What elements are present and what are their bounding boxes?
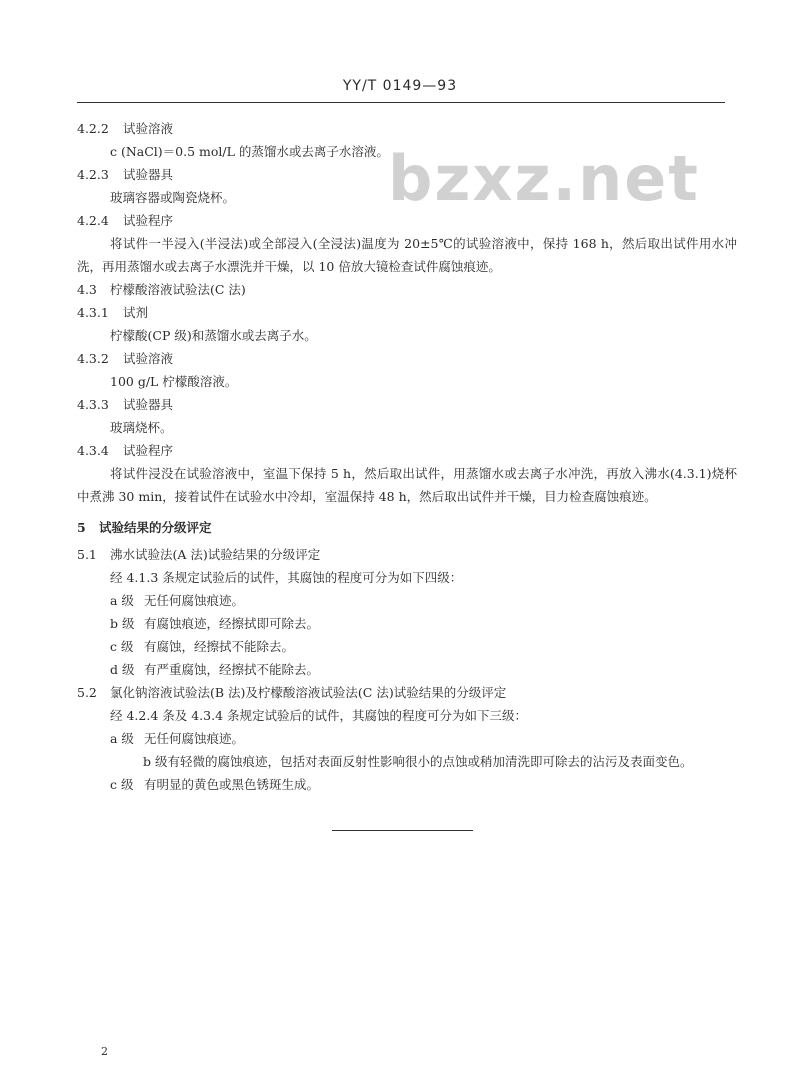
- clause-title: 试验器具: [123, 167, 174, 182]
- clause-4-3-3-heading: [77, 393, 737, 416]
- grade-label: d 级: [110, 662, 135, 677]
- grade-label: a 级: [110, 731, 134, 746]
- grade-label: a 级: [110, 593, 134, 608]
- grade-text: 有轻微的腐蚀痕迹，包括对表面反射性影响很小的点蚀或稍加清洗即可除去的沾污及表面变色。: [167, 754, 693, 769]
- clause-4-3-4-body: 将试件浸没在试验溶液中，室温下保持 5 h，然后取出试件，用蒸馏水或去离子水冲洗，再放入沸水(4.3.1)烧杯中煮沸 30 min，接着试件在试验水中冷却，室温保持 48 h，然后取出试件并干燥，目力检查腐蚀痕迹。: [77, 466, 737, 504]
- clause-5-1-heading: [77, 543, 737, 566]
- clause-number: 4.2.2: [77, 121, 109, 136]
- header-rule: [77, 102, 725, 103]
- clause-number: 4.2.3: [77, 167, 109, 182]
- clause-number: 4.3.2: [77, 351, 109, 366]
- clause-number: 4.3.3: [77, 397, 109, 412]
- clause-title: 柠檬酸溶液试验法(C 法): [110, 282, 246, 297]
- grade-item: [77, 727, 737, 750]
- clause-4-2-4-body: 将试件一半浸入(半浸法)或全部浸入(全浸法)温度为 20±5℃的试验溶液中，保持 168 h，然后取出试件用水冲洗，再用蒸馏水或去离子水漂洗并干燥，以 10 倍放大镜检查试件腐蚀痕迹。: [77, 236, 737, 274]
- grade-label: b 级: [110, 616, 135, 631]
- clause-number: 4.3.1: [77, 305, 109, 320]
- clause-title: 试验溶液: [123, 121, 174, 136]
- clause-4-3-heading: [77, 278, 737, 301]
- grade-text: 无任何腐蚀痕迹。: [144, 731, 245, 746]
- clause-5-1-intro: 经 4.1.3 条规定试验后的试件，其腐蚀的程度可分为如下四级：: [110, 570, 463, 585]
- clause-4-2-2-body: c (NaCl)＝0.5 mol/L 的蒸馏水或去离子水溶液。: [110, 144, 389, 159]
- section-title: 试验结果的分级评定: [99, 520, 212, 535]
- clause-4-2-3-body: 玻璃容器或陶瓷烧杯。: [110, 190, 236, 205]
- clause-title: 试剂: [123, 305, 149, 320]
- page-number: 2: [101, 1045, 108, 1058]
- grade-text: 有腐蚀，经擦拭不能除去。: [144, 639, 295, 654]
- clause-4-3-1-body: 柠檬酸(CP 级)和蒸馏水或去离子水。: [110, 328, 317, 343]
- section-number: 5: [77, 520, 86, 535]
- clause-4-3-2-heading: [77, 347, 737, 370]
- clause-4-3-4-heading: [77, 439, 737, 462]
- grade-item: [77, 658, 737, 681]
- clause-number: 5.1: [77, 547, 97, 562]
- clause-title: 沸水试验法(A 法)试验结果的分级评定: [110, 547, 321, 562]
- clause-title: 试验器具: [123, 397, 174, 412]
- clause-5-2-heading: [77, 681, 737, 704]
- grade-label: c 级: [110, 639, 134, 654]
- clause-title: 试验程序: [123, 443, 174, 458]
- end-of-document-rule: [332, 830, 473, 831]
- grade-text: 有明显的黄色或黑色锈斑生成。: [144, 777, 320, 792]
- grade-item: [77, 635, 737, 658]
- clause-number: 4.3: [77, 282, 97, 297]
- section-5-heading: [77, 516, 737, 539]
- grade-item: [77, 589, 737, 612]
- clause-4-2-3-heading: [77, 163, 737, 186]
- grade-item: [77, 773, 737, 796]
- clause-4-2-4-heading: [77, 209, 737, 232]
- grade-text: 有腐蚀痕迹，经擦拭即可除去。: [144, 616, 320, 631]
- watermark: bzxz.net: [388, 142, 700, 215]
- clause-5-2-intro: 经 4.2.4 条及 4.3.4 条规定试验后的试件，其腐蚀的程度可分为如下三级：: [110, 708, 528, 723]
- grade-text: 有严重腐蚀，经擦拭不能除去。: [144, 662, 320, 677]
- clause-title: 试验程序: [123, 213, 174, 228]
- clause-4-3-1-heading: [77, 301, 737, 324]
- grade-text: 无任何腐蚀痕迹。: [144, 593, 245, 608]
- clause-number: 4.3.4: [77, 443, 109, 458]
- clause-4-3-3-body: 玻璃烧杯。: [110, 420, 173, 435]
- clause-4-3-2-body: 100 g/L 柠檬酸溶液。: [110, 374, 238, 389]
- grade-label: b 级: [143, 754, 168, 769]
- clause-number: 5.2: [77, 685, 97, 700]
- grade-item: [77, 750, 737, 773]
- grade-label: c 级: [110, 777, 134, 792]
- grade-item: [77, 612, 737, 635]
- document-header: YY/T 0149—93: [342, 78, 458, 94]
- document-body: [77, 117, 737, 796]
- clause-number: 4.2.4: [77, 213, 109, 228]
- clause-title: 氯化钠溶液试验法(B 法)及柠檬酸溶液试验法(C 法)试验结果的分级评定: [110, 685, 507, 700]
- clause-4-2-2-heading: [77, 117, 737, 140]
- clause-title: 试验溶液: [123, 351, 174, 366]
